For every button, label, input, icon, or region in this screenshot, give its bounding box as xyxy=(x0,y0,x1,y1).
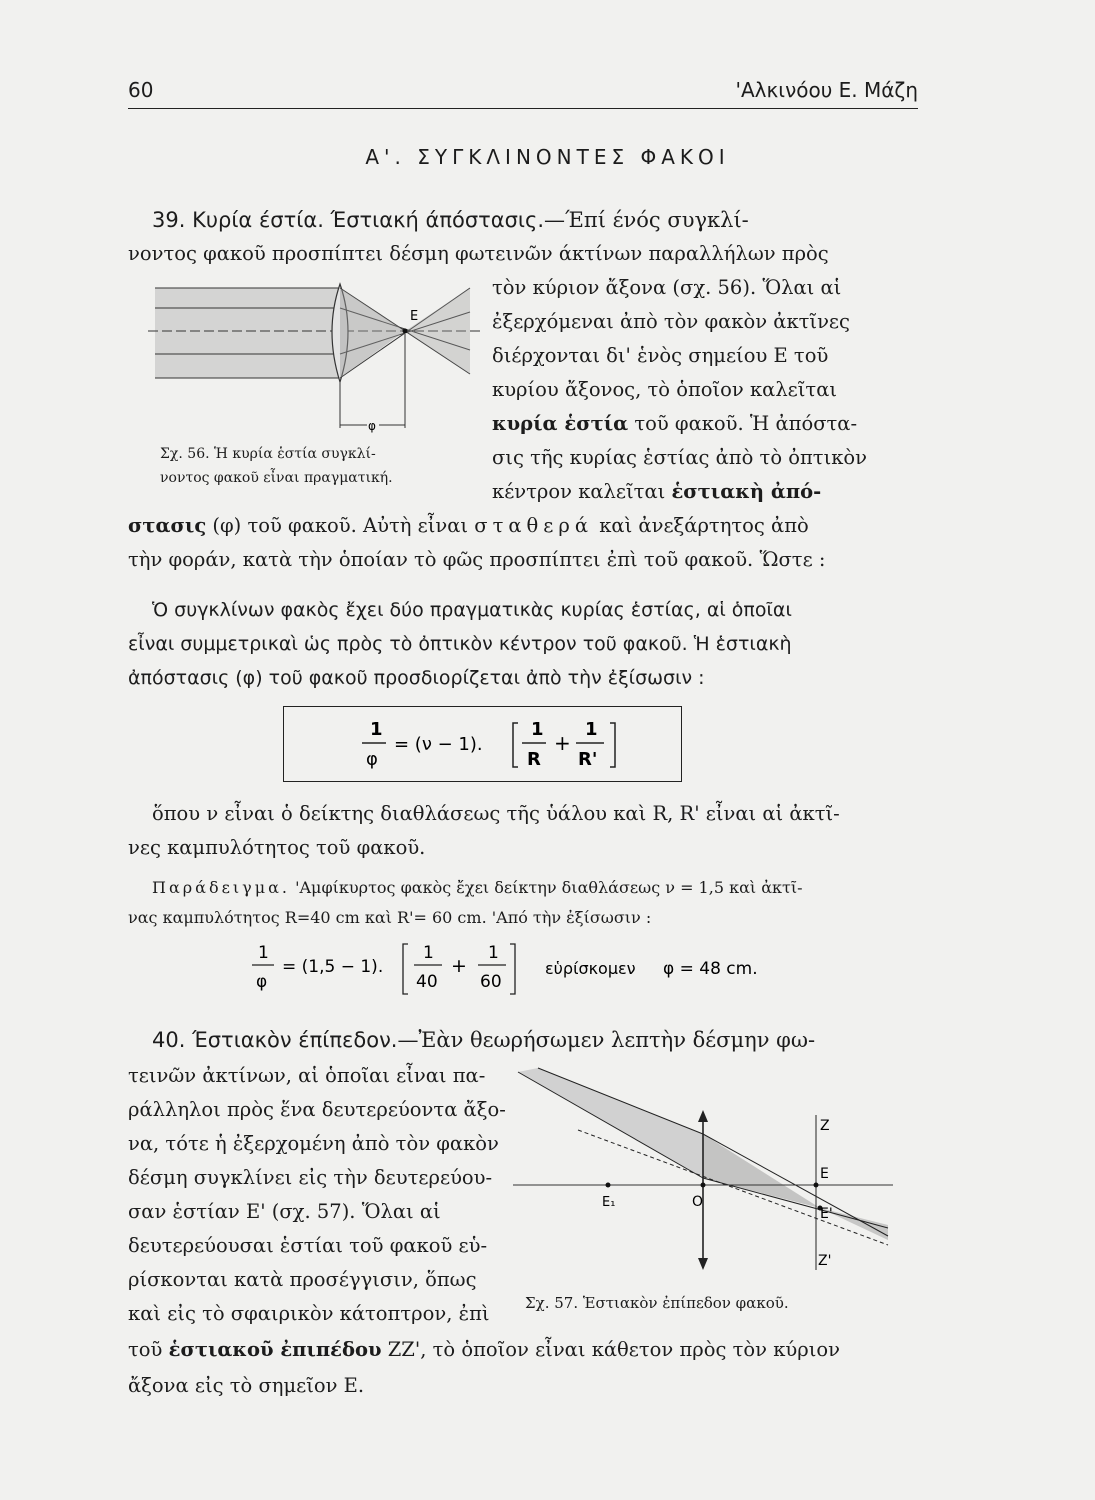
fig57-caption: Σχ. 57. Ἑστιακὸν ἐπίπεδον φακοῦ. xyxy=(525,1294,789,1312)
example-line-1 xyxy=(152,876,803,900)
converging-cone xyxy=(340,288,405,378)
label-E1: E₁ xyxy=(602,1195,616,1210)
header-rule xyxy=(128,108,918,109)
section-39-heading: 39. Κυρία έστία. Έστιακή άπόστασις. xyxy=(152,208,545,232)
eq-40: 40 xyxy=(416,972,438,992)
s40-left-7: ρίσκονται κατὰ προσέγγισιν, ὅπως xyxy=(128,1268,477,1291)
s39-line-3b: (φ) τοῦ φακοῦ. Αὐτὴ εἶναι xyxy=(206,514,475,537)
converging-band xyxy=(703,1134,820,1208)
focal-point-dot xyxy=(403,329,408,334)
running-title: 'Αλκινόου Ε. Μάζη xyxy=(735,78,918,102)
label-E: E xyxy=(410,309,419,324)
s39-line-2: νοντος φακοῦ προσπίπτει δέσμη φωτεινῶν άκτίνων παραλλήλων πρὸς xyxy=(128,242,829,265)
s40-line-1: —Ἐὰν θεωρήσωμεν λεπτὴν δέσμην φω- xyxy=(397,1028,816,1052)
formula-Rp: R' xyxy=(578,749,598,770)
optical-center xyxy=(701,1183,706,1188)
formula-num-2: 1 xyxy=(585,719,598,740)
label-O: O xyxy=(692,1194,704,1210)
eq-result: φ = 48 cm. xyxy=(663,959,758,979)
figure-56-converging-lens xyxy=(140,276,485,436)
s40-line-3: ἄξονα εἰς τὸ σημεῖον Ε. xyxy=(128,1374,365,1397)
incident-beam xyxy=(155,288,340,378)
lens-maker-formula xyxy=(284,707,681,781)
formula-num: 1 xyxy=(370,719,383,740)
section-39-heading-line xyxy=(152,206,749,234)
s39-right-1: τὸν κύριον ἄξονα (σχ. 56). Ὅλαι αἱ xyxy=(492,276,842,299)
example-l1: 'Αμφίκυρτος φακὸς ἔχει δείκτην διαθλάσεως ν = 1,5 καὶ ἀκτῖ- xyxy=(290,878,803,897)
formula-box xyxy=(283,706,682,782)
eq-num-1: 1 xyxy=(423,943,434,963)
example-equation xyxy=(240,934,860,1000)
s39-line-1: —Έπί ένός συγκλί- xyxy=(544,208,749,232)
label-E-57: E xyxy=(820,1166,829,1182)
spaced-constant: σταθερά xyxy=(474,514,594,537)
rule-line-2: εἶναι συμμετρικαὶ ὡς πρὸς τὸ ὀπτικὸν κέντρον τοῦ φακοῦ. Ἡ ἑστιακὴ xyxy=(128,633,792,655)
s39-right-6: σις τῆς κυρίας ἑστίας ἀπὸ τὸ ὀπτικὸν xyxy=(492,446,868,469)
after-formula-1: ὅπου ν εἶναι ὁ δείκτης διαθλάσεως τῆς ὑάλου καὶ R, R' εἶναι αἱ ἀκτῖ- xyxy=(152,802,840,825)
s40-left-3: να, τότε ἡ ἐξερχομένη ἀπὸ τὸν φακὸν xyxy=(128,1132,499,1155)
rule-line-3: ἀπόστασις (φ) τοῦ φακοῦ προσδιορίζεται ἀπὸ τὴν ἐξίσωσιν : xyxy=(128,667,705,689)
s39-right-5b: τοῦ φακοῦ. Ἡ ἀπόστα- xyxy=(628,412,858,435)
s39-right-2: ἐξερχόμεναι ἀπὸ τὸν φακὸν ἀκτῖνες xyxy=(492,310,850,333)
s40-line-2 xyxy=(128,1336,840,1364)
lens-arrow-bottom xyxy=(698,1258,708,1270)
label-Ep: E' xyxy=(820,1206,833,1222)
label-Zp: Z' xyxy=(818,1253,832,1269)
s39-right-7a: κέντρον καλεῖται xyxy=(492,480,672,503)
s40-l2a: τοῦ xyxy=(128,1338,169,1361)
s39-right-4: κυρίου ἄξονος, τὸ ὁποῖον καλεῖται xyxy=(492,378,838,401)
diverging-cone xyxy=(405,288,470,374)
s39-right-7 xyxy=(492,478,821,506)
page-number: 60 xyxy=(128,78,154,102)
s39-right-3: διέρχονται δι' ἑνὸς σημείου Ε τοῦ xyxy=(492,344,829,367)
eq-num-2: 1 xyxy=(488,943,499,963)
formula-num-1: 1 xyxy=(531,719,544,740)
eq-plus: + xyxy=(451,955,467,977)
fig56-caption-2: νοντος φακοῦ εἶναι πραγματική. xyxy=(160,470,393,486)
formula-mid: = (ν − 1). xyxy=(394,734,483,755)
s40-left-5: σαν ἑστίαν Ε' (σχ. 57). Ὅλαι αἱ xyxy=(128,1200,441,1223)
s40-left-2: ράλληλοι πρὸς ἕνα δευτερεύοντα ἄξο- xyxy=(128,1098,506,1121)
term-focal-length: ἑστιακὴ ἀπό- xyxy=(671,480,822,503)
s39-line-4: τὴν φοράν, κατὰ τὴν ὁποίαν τὸ φῶς προσπίπτει ἐπὶ τοῦ φακοῦ. Ὥστε : xyxy=(128,548,826,571)
front-focus xyxy=(606,1183,611,1188)
s40-left-8: καὶ εἰς τὸ σφαιρικὸν κάτοπτρον, ἐπὶ xyxy=(128,1302,490,1325)
formula-R: R xyxy=(527,749,541,770)
term-focal-plane: ἑστιακοῦ ἐπιπέδου xyxy=(168,1338,382,1361)
eq-phi: φ xyxy=(256,972,268,992)
formula-den-phi: φ xyxy=(366,749,378,770)
after-formula-2: νες καμπυλότητος τοῦ φακοῦ. xyxy=(128,836,426,859)
lens-arrow-top xyxy=(698,1110,708,1122)
fig56-caption-1: Σχ. 56. Ἡ κυρία ἑστία συγκλί- xyxy=(160,446,376,462)
section-40-heading: 40. Έστιακὸν έπίπεδον. xyxy=(152,1028,398,1052)
term-principal-focus: κυρία ἑστία xyxy=(492,412,629,435)
principal-focus-57 xyxy=(814,1183,819,1188)
s39-line-3 xyxy=(128,512,809,540)
s39-line-3d: καὶ ἀνεξάρτητος ἀπὸ xyxy=(593,514,809,537)
s40-left-6: δευτερεύουσαι ἑστίαι τοῦ φακοῦ εὑ- xyxy=(128,1234,488,1257)
s40-left-1: τεινῶν ἀκτίνων, αἱ ὁποῖαι εἶναι πα- xyxy=(128,1064,486,1087)
example-line-2: νας καμπυλότητος R=40 cm καὶ R'= 60 cm. 'Από τὴν ἐξίσωσιν : xyxy=(128,908,652,927)
s40-left-4: δέσμη συγκλίνει εἰς τὴν δευτερεύου- xyxy=(128,1166,493,1189)
example-label: Παράδειγμα. xyxy=(152,878,291,897)
figure-57-focal-plane xyxy=(498,1060,898,1285)
eq-60: 60 xyxy=(480,972,502,992)
formula-plus: + xyxy=(554,731,571,755)
term-focal-length-end: στασις xyxy=(128,514,207,537)
rule-line-1: Ὁ συγκλίνων φακὸς ἔχει δύο πραγματικὰς κυρίας ἑστίας, αἱ ὁποῖαι xyxy=(152,599,792,621)
section-title: Α'. ΣΥΓΚΛΙΝΟΝΤΕΣ ΦΑΚΟΙ xyxy=(365,145,730,169)
section-40-heading-line xyxy=(152,1026,815,1054)
eq-find: εὑρίσκομεν xyxy=(545,959,636,978)
s40-l2c: ΖΖ', τὸ ὁποῖον εἶναι κάθετον πρὸς τὸν κύριον xyxy=(381,1338,840,1361)
label-phi: φ xyxy=(368,419,376,433)
eq-mid: = (1,5 − 1). xyxy=(282,957,384,977)
label-Z: Z xyxy=(820,1118,830,1134)
eq-num: 1 xyxy=(258,943,269,963)
s39-right-5 xyxy=(492,410,857,438)
